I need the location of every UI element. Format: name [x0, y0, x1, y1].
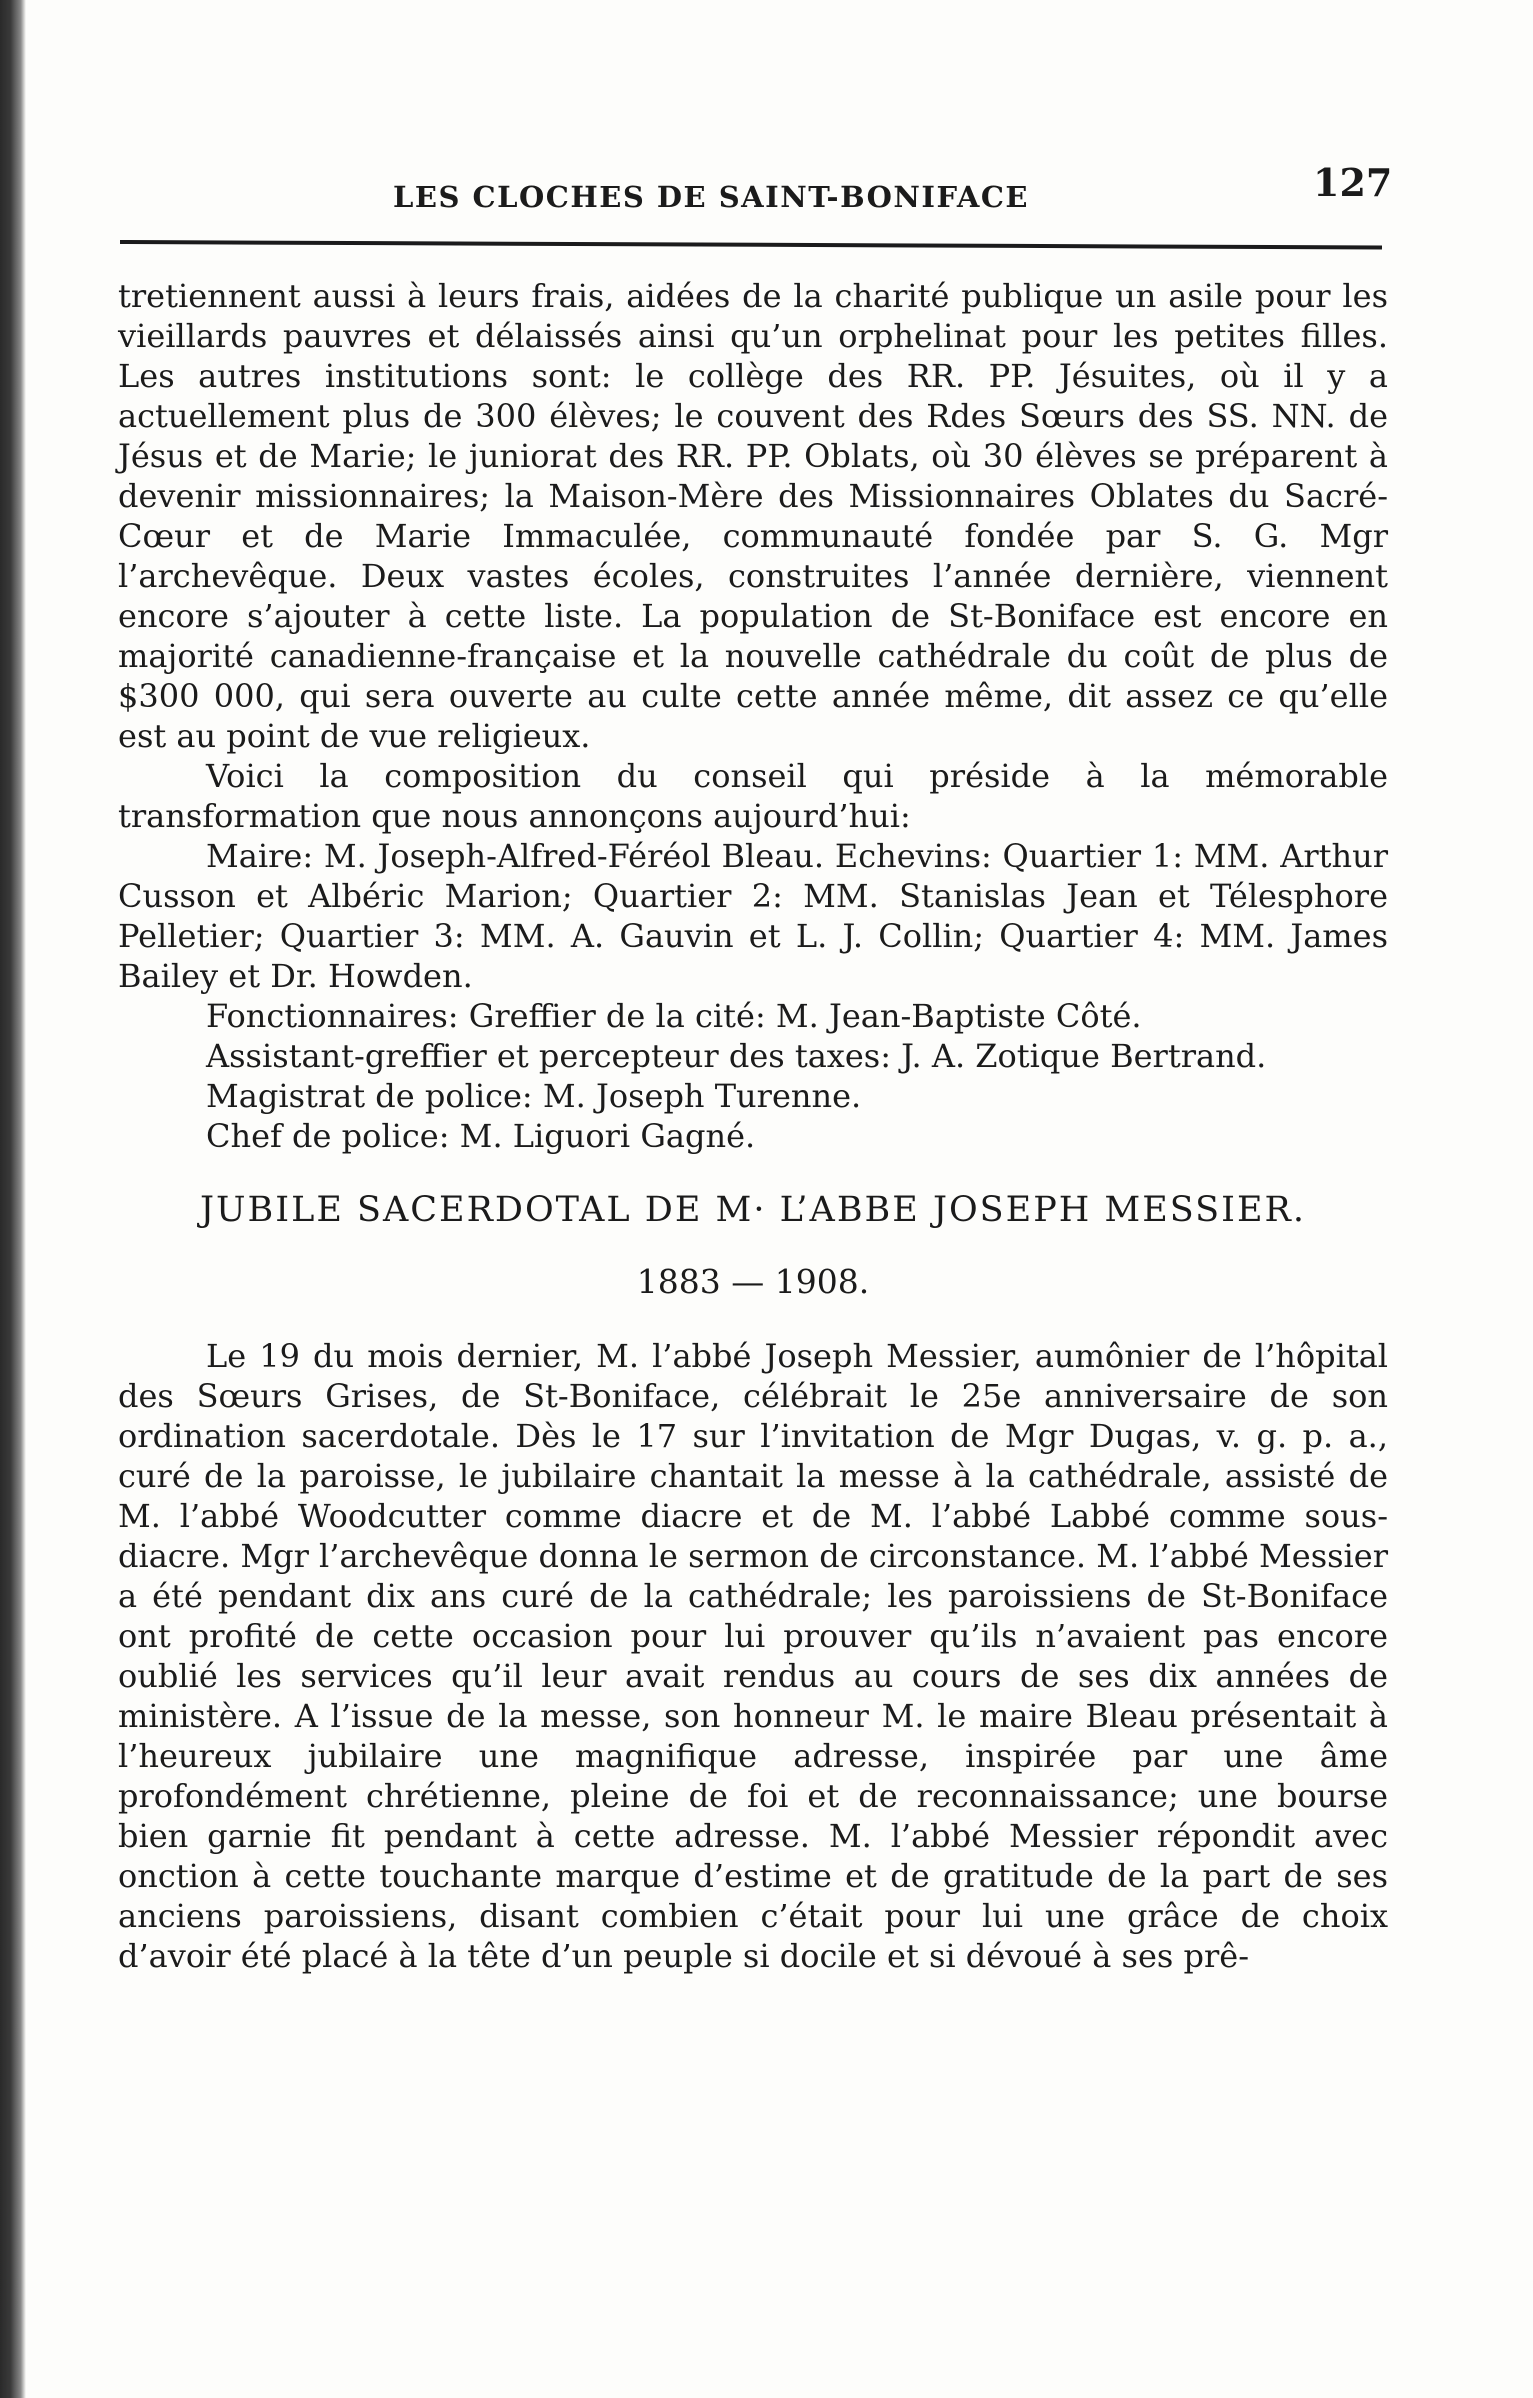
paragraph-council-intro: Voici la composition du conseil qui préside à la mémorable transformation que nous annonçons aujourd’hui: [118, 757, 1388, 835]
assistant-clerk-line: Assistant-greffier et percepteur des taxes: J. A. Zotique Bertrand. [206, 1037, 1267, 1075]
running-header [118, 150, 1398, 230]
page-number: 127 [1313, 160, 1393, 205]
section-dates: 1883 — 1908. [636, 1262, 870, 1301]
page-body [118, 276, 1388, 1976]
police-magistrate-line: Magistrat de police: M. Joseph Turenne. [206, 1077, 862, 1115]
page-binding-edge [0, 0, 26, 2398]
header-rule [120, 240, 1382, 250]
section-title: JUBILE SACERDOTAL DE M· L’ABBE JOSEPH MESSIER. [200, 1190, 1306, 1230]
paragraph-continued: tretiennent aussi à leurs frais, aidées de la charité publique un asile pour les vieillards pauvres et délaissés ainsi qu’un orphelinat pour les petites filles. Les autres institutions sont: le collège des RR. PP. Jésuites, où il y a actuellement plus de 300 élèves; le couvent des Rdes Sœurs des SS. NN. de Jésus et de Marie; le juniorat des RR. PP. Oblats, où 30 élèves se préparent à devenir missionnaires; la Maison-Mère des Missionnaires Oblates du Sacré-Cœur et de Marie Immaculée, communauté fondée par S. G. Mgr l’archevêque. Deux vastes écoles, construites l’année dernière, viennent encore s’ajouter à cette liste. La population de St-Boniface est encore en majorité canadienne-française et la nouvelle cathédrale du coût de plus de $300 000, qui sera ouverte au culte cette année même, dit assez ce qu’elle est au point de vue religieux. [118, 277, 1388, 755]
paragraph-council-members: Maire: M. Joseph-Alfred-Féréol Bleau. Echevins: Quartier 1: MM. Arthur Cusson et Albéric Marion; Quartier 2: MM. Stanislas Jean et Télesphore Pelletier; Quartier 3: MM. A. Gauvin et L. J. Collin; Quartier 4: MM. James Bailey et Dr. Howden. [118, 837, 1388, 995]
running-title: LES CLOCHES DE SAINT-BONIFACE [393, 180, 1030, 214]
book-page [118, 150, 1398, 2330]
officials-line: Fonctionnaires: Greffier de la cité: M. Jean-Baptiste Côté. [206, 997, 1142, 1035]
paragraph-jubilee: Le 19 du mois dernier, M. l’abbé Joseph Messier, aumônier de l’hôpital des Sœurs Grises, de St-Boniface, célébrait le 25e anniversaire de son ordination sacerdotale. Dès le 17 sur l’invitation de Mgr Dugas, v. g. p. a., curé de la paroisse, le jubilaire chantait la messe à la cathédrale, assisté de M. l’abbé Woodcutter comme diacre et de M. l’abbé Labbé comme sous-diacre. Mgr l’archevêque donna le sermon de circonstance. M. l’abbé Messier a été pendant dix ans curé de la cathédrale; les paroissiens de St-Boniface ont profité de cette occasion pour lui prouver qu’ils n’avaient pas encore oublié les services qu’il leur avait rendus au cours de ses dix années de ministère. A l’issue de la messe, son honneur M. le maire Bleau présentait à l’heureux jubilaire une magnifique adresse, inspirée par une âme profondément chrétienne, pleine de foi et de reconnaissance; une bourse bien garnie fit pendant à cette adresse. M. l’abbé Messier répondit avec onction à cette touchante marque d’estime et de gratitude de la part de ses anciens paroissiens, disant combien c’était pour lui une grâce de choix d’avoir été placé à la tête d’un peuple si docile et si dévoué à ses prê- [118, 1337, 1388, 1975]
police-chief-line: Chef de police: M. Liguori Gagné. [206, 1117, 756, 1155]
